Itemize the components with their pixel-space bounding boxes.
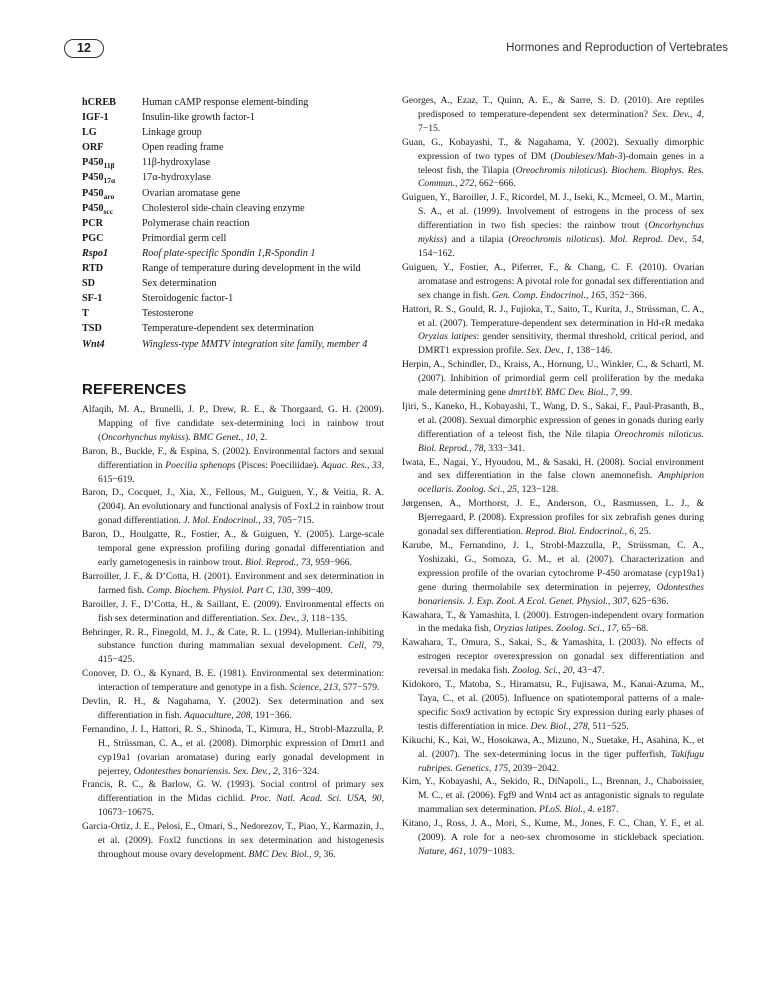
abbreviation-row (82, 276, 392, 291)
reference-entry: Garcia-Ortiz, J. E., Pelosi, E., Omari, S., Nedorezov, T., Piao, Y., Karmazin, J., et al. (2009). Foxl2 functions in sex determination and histogenesis throughout mouse ovary development. BMC Dev. Biol., 9, 36. (82, 821, 384, 860)
abbreviation-definition: Primordial germ cell (142, 232, 227, 244)
abbreviation-term: $P450_{11\beta}$ (82, 157, 115, 171)
abbreviation-row (82, 321, 392, 336)
abbreviation-row (82, 125, 392, 140)
abbreviation-row (82, 216, 392, 231)
reference-entry: Kidokoro, T., Matoba, S., Hiramatsu, R., Fujisawa, M., Kanai-Azuma, M., Taya, C., et al. (2005). Influence on spatiotemporal patterns of a male-specific Sox9 activation by ectopic Sry expression during early phases of testis differentiation in mice. Dev. Biol., 278, 511−525. (402, 679, 704, 732)
abbreviation-definition: Range of temperature during development in the wild (142, 263, 361, 275)
abbreviation-definition: Wingless-type MMTV integration site family, member 4 (142, 338, 368, 350)
abbreviation-row (82, 170, 392, 185)
reference-entry: Baron, D., Houlgatte, R., Fostier, A., & Guiguen, Y. (2005). Large-scale temporal gene expression profiling during gonadal differentiation and early gametogenesis in rainbow trout. Biol. Reprod., 73, 959−966. (82, 529, 384, 568)
reference-entry: Barroiller, J. F., & D’Cotta, H. (2001). Environment and sex determination in farmed fish. Comp. Biochem. Physiol. Part C, 130, 399−409. (82, 570, 384, 596)
abbreviation-row (82, 140, 392, 155)
abbreviation-definition: Polymerase chain reaction (142, 217, 250, 229)
abbreviation-term: Wnt4 (82, 338, 105, 350)
abbreviation-definition: Cholesterol side-chain cleaving enzyme (142, 202, 305, 214)
reference-entry: Guiguen, Y., Baroiller, J. F., Ricordel, M. J., Iseki, K., Mcmeel, O. M., Martin, S. A., et al. (1999). Involvement of estrogens in the process of sex differentiation in two fish species: the rainbow trout (Oncorhynchus mykiss) and a tilapia (Oreochromis niloticus). Mol. Reprod. Dev., 54, 154−162. (402, 192, 704, 259)
abbreviation-term: SD (82, 278, 96, 290)
abbreviation-term: PCR (82, 217, 103, 229)
abbreviation-row (82, 306, 392, 321)
abbreviation-row (82, 110, 392, 125)
reference-entry: Conover, D. O., & Kynard, B. E. (1981). Environmental sex determination: interaction of temperature and genotype in a fish. Science, 213, 577−579. (82, 668, 384, 694)
abbreviation-definition: Testosterone (142, 308, 194, 320)
reference-entry: Kawahara, T., Omura, S., Sakai, S., & Yamashita, I. (2003). No effects of estrogen receptor overexpression on gonadal sex differentiation and reversal in medaka fish. Zoolog. Sci., 20, 43−47. (402, 637, 704, 677)
abbreviation-term: T (82, 308, 89, 320)
abbreviation-term: IGF-1 (82, 112, 109, 124)
abbreviation-term: $P450_{scc}$ (82, 202, 114, 216)
reference-entry: Guiguen, Y., Fostier, A., Piferrer, F., & Chang, C. F. (2010). Ovarian aromatase and estrogens: A pivotal role for gonadal sex differentiation and sex change in fish. Gen. Comp. Endocrinol., 165, 352−366. (402, 261, 704, 301)
reference-entry: Guan, G., Kobayashi, T., & Nagahama, Y. (2002). Sexually dimorphic expression of two types of DM (Doublesex/Mab-3)-domain genes in a teleost fish, the Tilapia (Oreochromis niloticus). Biochem. Biophys. Res. Commun., 272, 662−666. (402, 136, 704, 190)
references-left-column (82, 403, 384, 862)
page-number: 12 (64, 39, 104, 58)
abbreviation-list (82, 95, 392, 352)
reference-entry: Fernandino, J. I., Hattori, R. S., Shinoda, T., Kimura, H., Strobl-Mazzulla, P. H., Strüssman, C. A., et al. (2008). Dimorphic expression of Dmrt1 and cyp19a1 (ovarian aromatase) during early gonadal development in pejerrey, Odontesthes bonariensis. Sex. Dev., 2, 316−324. (82, 723, 384, 777)
abbreviation-term: ORF (82, 142, 104, 154)
abbreviation-row (82, 231, 392, 246)
abbreviation-row (82, 291, 392, 306)
abbreviation-definition: Human cAMP response element-binding (142, 97, 309, 108)
abbreviation-definition: Roof plate-specific Spondin 1,R-Spondin 1 (142, 247, 316, 259)
abbreviation-term: TSD (82, 323, 102, 335)
abbreviation-row (82, 337, 392, 352)
reference-entry: Jørgensen, A., Morthorst, J. E., Anderson, O., Rasmussen, L. J., & Bjerregaard, P. (2008). Expression profiles for six zebrafish genes during gonadal sex differentiation. Reprod. Biol. Endocrinol., 6, 25. (402, 498, 704, 538)
abbreviation-definition: Ovarian aromatase gene (142, 187, 241, 199)
abbreviation-row (82, 95, 392, 110)
reference-entry: Kikuchi, K., Kai, W., Hosokawa, A., Mizuno, N., Suetake, H., Asahina, K., et al. (2007). The sex-determining locus in the tiger pufferfish, Takifugu rubripes. Genetics, 175, 2039−2042. (402, 734, 704, 774)
abbreviation-definition: Steroidogenic factor-1 (142, 293, 234, 305)
abbreviation-row (82, 186, 392, 201)
abbreviation-term: LG (82, 127, 97, 139)
abbreviation-definition: Temperature-dependent sex determination (142, 323, 314, 335)
reference-entry: Ijiri, S., Kaneko, H., Kobayashi, T., Wang, D. S., Sakai, F., Paul-Prasanth, B., et al. (2008). Sexual dimorphic expression of genes in gonads during early differentiation of a teleost fish, the Nile tilapia Oreochromis niloticus. Biol. Reprod., 78, 333−341. (402, 400, 704, 454)
abbreviation-definition: Open reading frame (142, 142, 224, 154)
abbreviation-definition: Linkage group (142, 127, 202, 139)
reference-entry: Iwata, E., Nagai, Y., Hyoudou, M., & Sasaki, H. (2008). Social environment and sex differentiation in the false clown anemonefish. Amphiprion ocellaris. Zoolog. Sci., 25, 123−128. (402, 456, 704, 496)
reference-entry: Herpin, A., Schindler, D., Kraiss, A., Hornung, U., Winkler, C., & Schartl, M. (2007). Inhibition of primordial germ cell proliferation by the medaka male determining gene dmrt1bY. BMC Dev. Biol., 7, 99. (402, 359, 704, 399)
abbreviation-definition: 17α-hydroxylase (142, 172, 211, 184)
references-right-column (402, 94, 704, 859)
reference-entry: Behringer, R. R., Finegold, M. J., & Cate, R. L. (1994). Mullerian-inhibiting substance function during mammalian sexual development. Cell, 79, 415−425. (82, 626, 384, 666)
abbreviation-term: $P450_{aro}$ (82, 187, 115, 201)
reference-entry: Kim, Y., Kobayashi, A., Sekido, R., DiNapoli., L., Brennan, J., Chaboissier, M. C., et al. (2006). Fgf9 and Wnt4 act as antagonistic signals to regulate mammalian sex determination. PLoS. Biol., 4. e187. (402, 776, 704, 816)
reference-entry: Georges, A., Ezaz, T., Quinn, A. E., & Sarre, S. D. (2010). Are reptiles predisposed to temperature-dependent sex determination? Sex. Dev., 4, 7−15. (402, 95, 704, 134)
abbreviation-term: Rspo1 (82, 247, 109, 259)
reference-entry: Karube, M., Fernandino, J. I., Strobl-Mazzulla, P., Strüssman, C. A., Yoshizaki, G., Somoza, G. M., et al. (2007). Characterization and expression profile of the ovarian cytochrome P-450 aromatase (cyp19a1) gene during thermolabile sex determination in pejerrey, Odontesthes bonariensis. J. Exp. Zool. A Ecol. Genet. Physiol., 307, 625−636. (402, 540, 704, 607)
abbreviation-row (82, 155, 392, 170)
abbreviation-row (82, 261, 392, 276)
abbreviation-row (82, 201, 392, 216)
reference-entry: Kitano, J., Ross, J. A., Mori, S., Kume, M., Jones, F. C., Chan, Y. F., et al. (2009). A role for a neo-sex chromosome in stickleback speciation. Nature, 461, 1079−1083. (402, 818, 704, 857)
reference-entry: Alfaqih, M. A., Brunelli, J. P., Drew, R. E., & Thorgaard, G. H. (2009). Mapping of five candidate sex-determining loci in rainbow trout (Oncorhynchus mykiss). BMC Genet., 10, 2. (82, 404, 384, 443)
reference-entry: Francis, R. C., & Barlow, G. W. (1993). Social control of primary sex differentiation in the Midas cichlid. Proc. Natl. Acad. Sci. USA, 90, 10673−10675. (82, 779, 384, 819)
abbreviation-term: PGC (82, 232, 104, 244)
reference-entry: Baron, B., Buckle, F., & Espina, S. (2002). Environmental factors and sexual differentiation in Poecilia sphenops (Pisces: Poeciliidae). Aquac. Res., 33, 615−619. (82, 445, 384, 485)
abbreviation-term: $P450_{17\alpha}$ (82, 172, 116, 186)
abbreviation-term: RTD (82, 263, 104, 275)
abbreviation-definition: Insulin-like growth factor-1 (142, 112, 255, 124)
reference-entry: Baroiller, J. F., D’Cotta, H., & Saillant, E. (2009). Environmental effects on fish sex determination and differentiation. Sex. Dev., 3, 118−135. (82, 598, 384, 624)
abbreviation-row (82, 246, 392, 261)
abbreviation-term: hCREB (82, 97, 116, 108)
reference-entry: Baron, D., Cocquet, J., Xia, X., Fellous, M., Guiguen, Y., & Veitia, R. A. (2004). An evolutionary and functional analysis of FoxL2 in rainbow trout gonad differentiation. J. Mol. Endocrinol., 33, 705−715. (82, 487, 384, 527)
abbreviation-definition: Sex determination (142, 278, 217, 290)
abbreviation-definition: 11β-hydroxylase (142, 157, 211, 169)
abbreviation-term: SF-1 (82, 293, 103, 305)
reference-entry: Devlin, R. H., & Nagahama, Y. (2002). Sex determination and sex differentiation in fish. Aquaculture, 208, 191−366. (82, 696, 384, 721)
reference-entry: Kawahara, T., & Yamashita, I. (2000). Estrogen-independent ovary formation in the medaka fish, Oryzias latipes. Zoolog. Sci., 17, 65−68. (402, 609, 704, 635)
reference-entry: Hattori, R. S., Gould, R. J., Fujioka, T., Saito, T., Kurita, J., Strüssman, C. A., et al. (2007). Temperature-dependent sex determination in Hd-rR medaka Oryzias latipes: gender sensitivity, thermal threshold, critical period, and DMRT1 expression profile. Sex. Dev., 1, 138−146. (402, 303, 704, 357)
references-heading: REFERENCES (82, 381, 187, 398)
running-title: Hormones and Reproduction of Vertebrates (506, 42, 728, 54)
